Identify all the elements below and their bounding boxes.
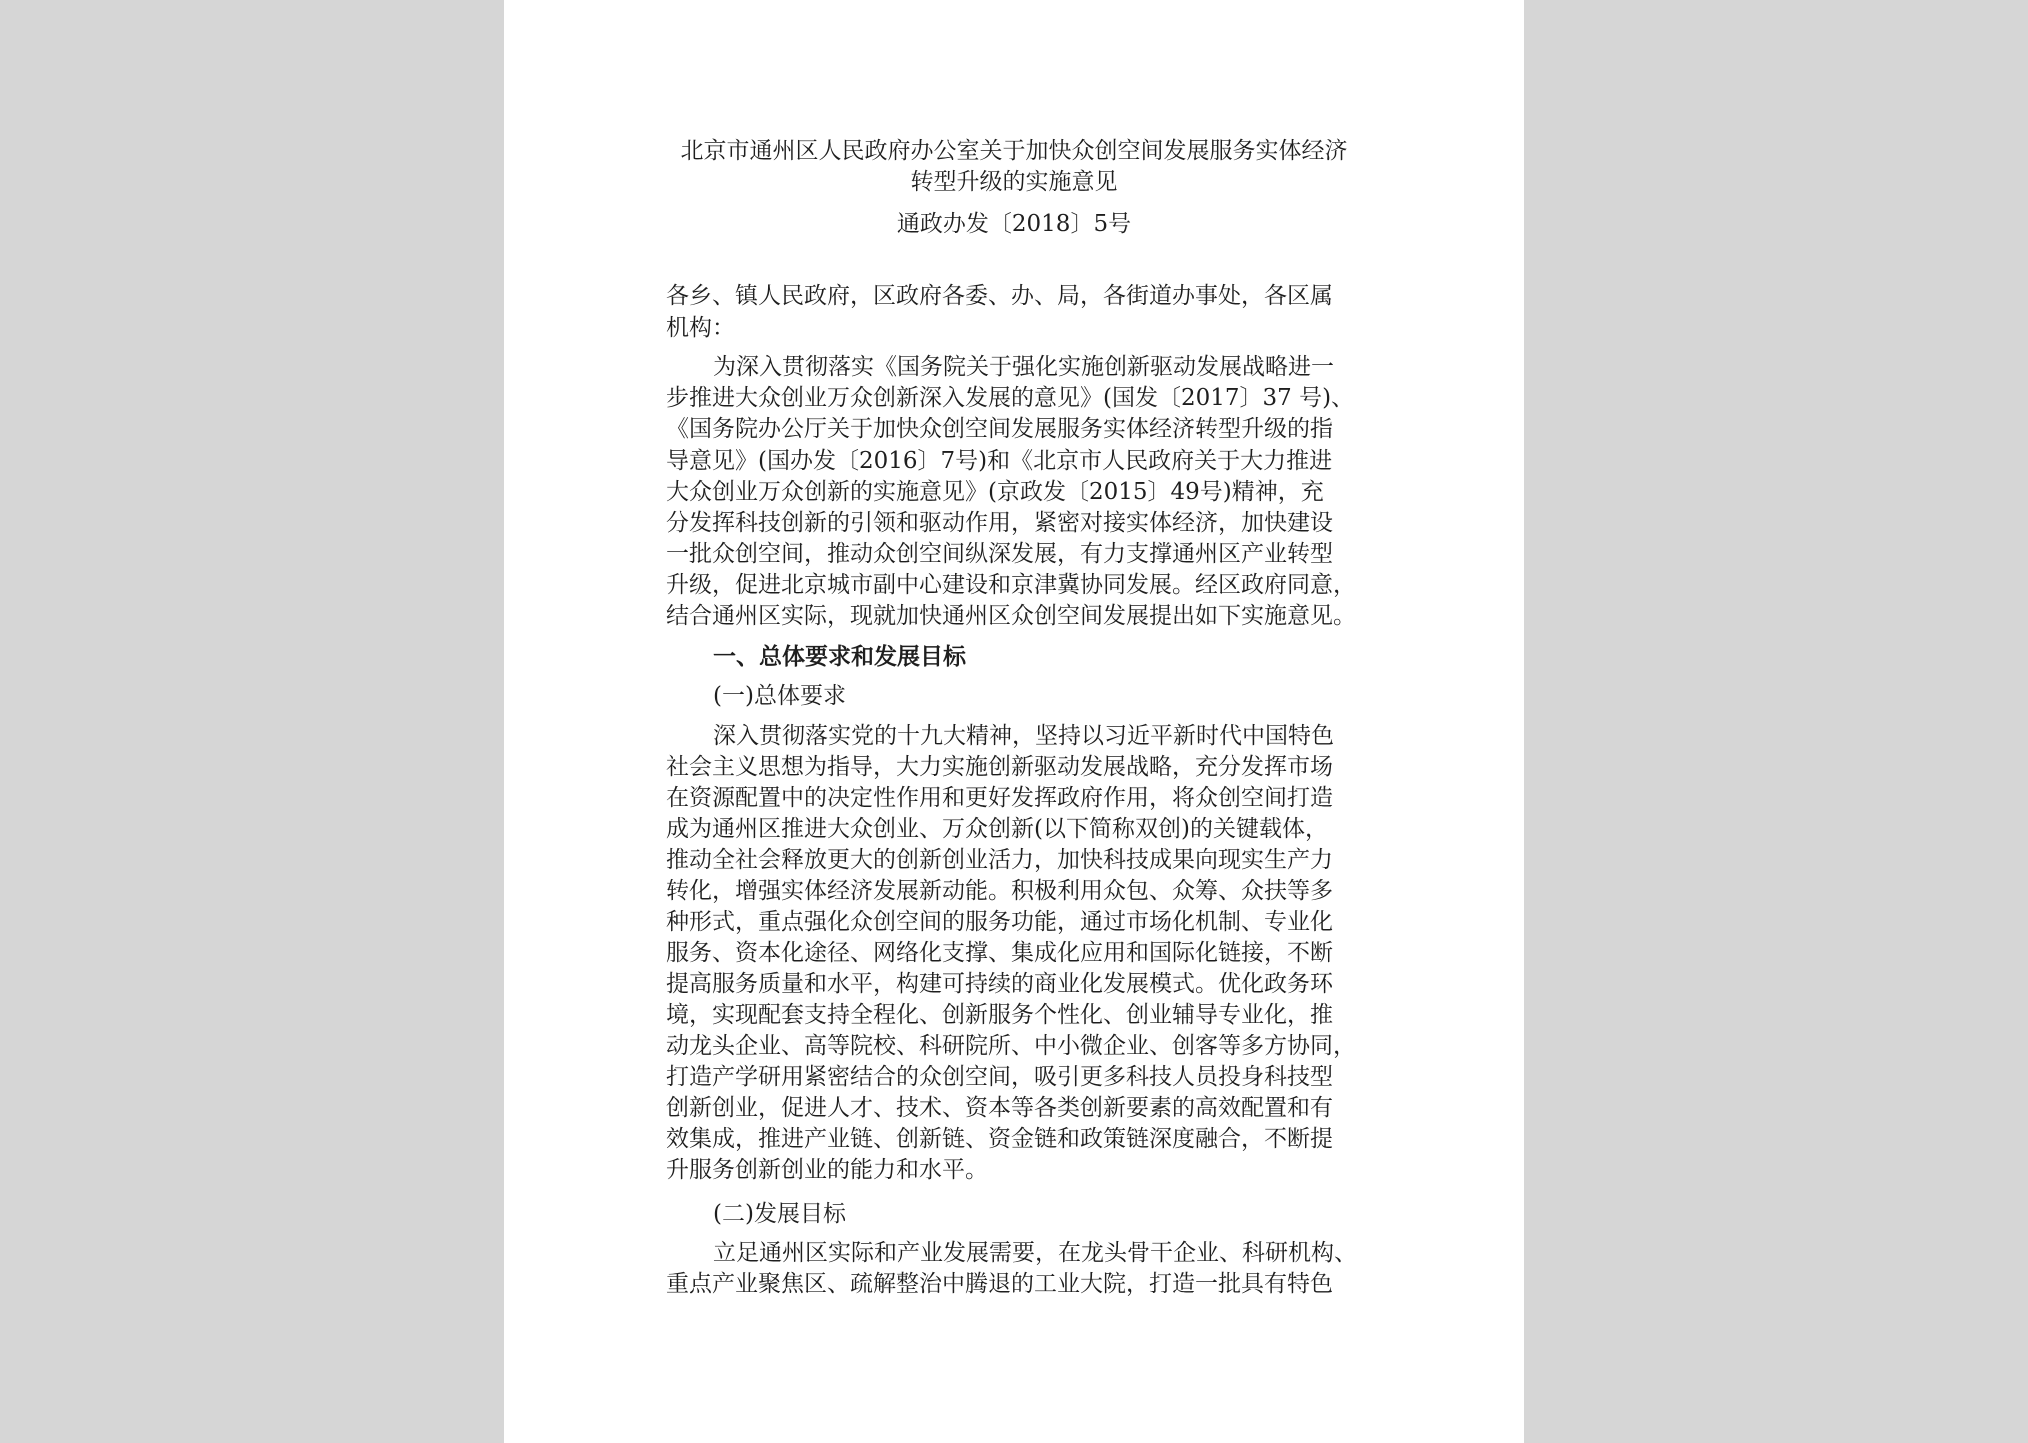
body-line: 导意见》(国办发〔2016〕7号)和《北京市人民政府关于大力推进: [666, 448, 1333, 474]
body-line: 境，实现配套支持全程化、创新服务个性化、创业辅导专业化，推: [666, 1002, 1333, 1028]
body-line: 大众创业万众创新的实施意见》(京政发〔2015〕49号)精神，充: [666, 479, 1324, 505]
body-line: 分发挥科技创新的引领和驱动作用，紧密对接实体经济，加快建设: [666, 510, 1333, 536]
body-line: 推动全社会释放更大的创新创业活力，加快科技成果向现实生产力: [666, 847, 1333, 873]
body-line: 升服务创新创业的能力和水平。: [666, 1157, 988, 1183]
body-line: 打造产学研用紧密结合的众创空间，吸引更多科技人员投身科技型: [666, 1064, 1333, 1090]
body-line: 服务、资本化途径、网络化支撑、集成化应用和国际化链接，不断: [666, 940, 1333, 966]
body-line: 社会主义思想为指导，大力实施创新驱动发展战略，充分发挥市场: [666, 754, 1333, 780]
body-line: 提高服务质量和水平，构建可持续的商业化发展模式。优化政务环: [666, 971, 1333, 997]
section-heading: 一、总体要求和发展目标: [713, 643, 966, 670]
body-line: 种形式，重点强化众创空间的服务功能，通过市场化机制、专业化: [666, 909, 1333, 935]
body-line: 结合通州区实际，现就加快通州区众创空间发展提出如下实施意见。: [666, 603, 1356, 629]
body-line: 在资源配置中的决定性作用和更好发挥政府作用，将众创空间打造: [666, 785, 1333, 811]
subsection-heading: (二)发展目标: [713, 1201, 846, 1227]
body-line: 各乡、镇人民政府，区政府各委、办、局，各街道办事处，各区属: [666, 283, 1333, 309]
doc-title-line-1: 北京市通州区人民政府办公室关于加快众创空间发展服务实体经济: [680, 138, 1348, 164]
subsection-heading: (一)总体要求: [713, 683, 846, 709]
body-line: 立足通州区实际和产业发展需要，在龙头骨干企业、科研机构、: [713, 1240, 1357, 1266]
body-line: 创新创业，促进人才、技术、资本等各类创新要素的高效配置和有: [666, 1095, 1333, 1121]
body-line: 重点产业聚焦区、疏解整治中腾退的工业大院，打造一批具有特色: [666, 1271, 1333, 1297]
doc-title-line-2: 转型升级的实施意见: [910, 169, 1118, 195]
body-line: 步推进大众创业万众创新深入发展的意见》(国发〔2017〕37 号)、: [666, 385, 1355, 411]
doc-number: 通政办发〔2018〕5号: [896, 211, 1132, 237]
body-line: 动龙头企业、高等院校、科研院所、中小微企业、创客等多方协同，: [666, 1033, 1356, 1059]
body-line: 机构：: [666, 315, 735, 341]
body-line: 成为通州区推进大众创业、万众创新(以下简称双创)的关键载体，: [666, 816, 1328, 842]
document-page: [504, 0, 1524, 1443]
body-line: 效集成，推进产业链、创新链、资金链和政策链深度融合，不断提: [666, 1126, 1333, 1152]
body-line: 转化，增强实体经济发展新动能。积极利用众包、众筹、众扶等多: [666, 878, 1333, 904]
body-line: 《国务院办公厅关于加快众创空间发展服务实体经济转型升级的指: [666, 416, 1333, 442]
body-line: 升级，促进北京城市副中心建设和京津冀协同发展。经区政府同意，: [666, 572, 1356, 598]
body-line: 为深入贯彻落实《国务院关于强化实施创新驱动发展战略进一: [713, 354, 1334, 380]
body-line: 深入贯彻落实党的十九大精神，坚持以习近平新时代中国特色: [713, 723, 1334, 749]
body-line: 一批众创空间，推动众创空间纵深发展，有力支撑通州区产业转型: [666, 541, 1333, 567]
